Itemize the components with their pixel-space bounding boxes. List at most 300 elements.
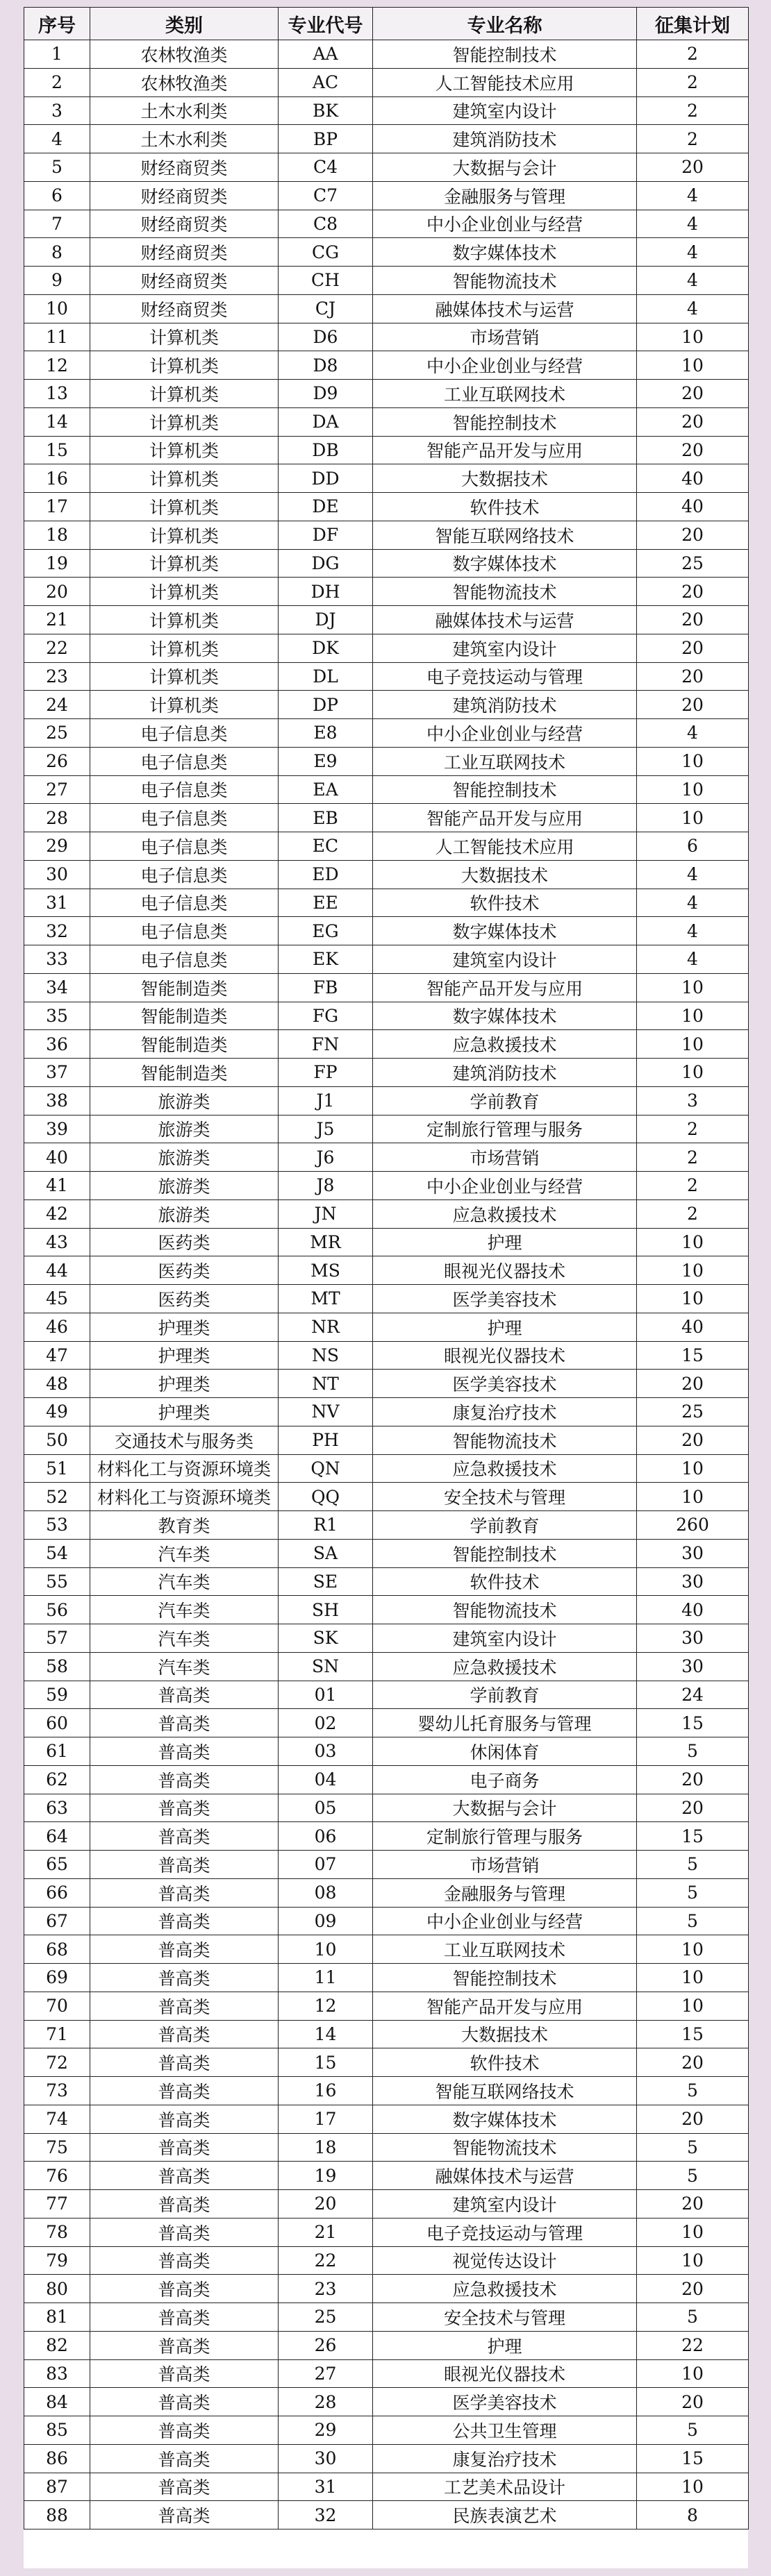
row-index: 28 — [24, 804, 90, 832]
row-category: 财经商贸类 — [90, 181, 279, 210]
table-row — [24, 125, 749, 153]
table-row — [24, 1483, 749, 1511]
row-major-name: 数字媒体技术 — [373, 2105, 637, 2133]
row-major-code: DJ — [279, 606, 373, 634]
row-category: 普高类 — [90, 2020, 279, 2048]
row-category: 普高类 — [90, 2077, 279, 2105]
row-major-code: 09 — [279, 1907, 373, 1935]
table-row — [24, 1935, 749, 1964]
row-plan-count: 40 — [637, 1313, 749, 1341]
row-major-code: C8 — [279, 210, 373, 238]
table-row — [24, 578, 749, 606]
row-major-name: 工业互联网技术 — [373, 1935, 637, 1964]
row-major-name: 智能控制技术 — [373, 775, 637, 804]
row-major-code: R1 — [279, 1511, 373, 1540]
row-index: 68 — [24, 1935, 90, 1964]
table-row — [24, 407, 749, 436]
table-row — [24, 1596, 749, 1624]
table-row — [24, 2246, 749, 2275]
row-index: 51 — [24, 1454, 90, 1483]
row-index: 39 — [24, 1115, 90, 1143]
table-row — [24, 1681, 749, 1709]
row-index: 59 — [24, 1681, 90, 1709]
row-plan-count: 2 — [637, 1115, 749, 1143]
row-plan-count: 5 — [637, 1851, 749, 1879]
row-category: 普高类 — [90, 1907, 279, 1935]
table-row — [24, 1172, 749, 1200]
table-row — [24, 973, 749, 1002]
row-plan-count: 20 — [637, 153, 749, 182]
row-index: 42 — [24, 1199, 90, 1228]
row-major-name: 大数据技术 — [373, 464, 637, 493]
row-major-name: 大数据与会计 — [373, 1794, 637, 1822]
row-plan-count: 20 — [637, 407, 749, 436]
row-category: 农林牧渔类 — [90, 40, 279, 69]
row-category: 电子信息类 — [90, 832, 279, 861]
row-index: 45 — [24, 1285, 90, 1313]
table-row — [24, 1199, 749, 1228]
row-major-name: 视觉传达设计 — [373, 2246, 637, 2275]
row-major-code: J8 — [279, 1172, 373, 1200]
header-major-code: 专业代号 — [279, 8, 373, 40]
row-category: 农林牧渔类 — [90, 68, 279, 96]
row-major-code: FP — [279, 1059, 373, 1087]
row-index: 33 — [24, 945, 90, 974]
table-row — [24, 181, 749, 210]
row-major-code: EE — [279, 889, 373, 917]
row-major-code: SA — [279, 1539, 373, 1567]
row-major-code: J5 — [279, 1115, 373, 1143]
row-plan-count: 20 — [637, 662, 749, 691]
row-plan-count: 10 — [637, 804, 749, 832]
row-plan-count: 20 — [637, 436, 749, 464]
row-category: 普高类 — [90, 2246, 279, 2275]
row-category: 教育类 — [90, 1511, 279, 1540]
row-category: 旅游类 — [90, 1143, 279, 1172]
row-index: 66 — [24, 1878, 90, 1907]
row-major-code: CH — [279, 267, 373, 295]
row-category: 护理类 — [90, 1313, 279, 1341]
row-plan-count: 10 — [637, 2218, 749, 2246]
row-index: 60 — [24, 1709, 90, 1737]
row-major-code: D8 — [279, 351, 373, 380]
row-category: 电子信息类 — [90, 804, 279, 832]
row-major-code: 17 — [279, 2105, 373, 2133]
table-row — [24, 2218, 749, 2246]
row-index: 5 — [24, 153, 90, 182]
row-category: 计算机类 — [90, 464, 279, 493]
row-index: 62 — [24, 1765, 90, 1794]
row-category: 计算机类 — [90, 380, 279, 408]
row-major-code: SN — [279, 1652, 373, 1681]
row-major-code: ED — [279, 860, 373, 889]
table-row — [24, 945, 749, 974]
row-plan-count: 10 — [637, 1228, 749, 1256]
row-major-code: 21 — [279, 2218, 373, 2246]
table-row — [24, 2275, 749, 2303]
row-index: 19 — [24, 549, 90, 578]
row-major-name: 金融服务与管理 — [373, 1878, 637, 1907]
table-row — [24, 521, 749, 549]
row-major-name: 定制旅行管理与服务 — [373, 1822, 637, 1851]
row-major-code: D9 — [279, 380, 373, 408]
row-category: 交通技术与服务类 — [90, 1426, 279, 1454]
row-category: 材料化工与资源环境类 — [90, 1454, 279, 1483]
row-major-name: 智能互联网络技术 — [373, 2077, 637, 2105]
row-category: 普高类 — [90, 2218, 279, 2246]
row-category: 普高类 — [90, 1935, 279, 1964]
row-plan-count: 4 — [637, 917, 749, 945]
header-category: 类别 — [90, 8, 279, 40]
table-row — [24, 1567, 749, 1596]
row-major-name: 建筑室内设计 — [373, 96, 637, 125]
row-major-name: 数字媒体技术 — [373, 917, 637, 945]
row-category: 汽车类 — [90, 1652, 279, 1681]
row-plan-count: 10 — [637, 1030, 749, 1059]
row-major-name: 应急救援技术 — [373, 2275, 637, 2303]
row-major-code: C4 — [279, 153, 373, 182]
row-plan-count: 10 — [637, 2359, 749, 2388]
row-index: 72 — [24, 2048, 90, 2077]
row-major-name: 工艺美术品设计 — [373, 2473, 637, 2501]
row-plan-count: 4 — [637, 294, 749, 323]
row-index: 53 — [24, 1511, 90, 1540]
row-major-code: SH — [279, 1596, 373, 1624]
row-category: 智能制造类 — [90, 1002, 279, 1030]
row-index: 20 — [24, 578, 90, 606]
row-plan-count: 15 — [637, 1341, 749, 1370]
row-plan-count: 10 — [637, 323, 749, 351]
row-index: 48 — [24, 1370, 90, 1398]
row-index: 44 — [24, 1256, 90, 1285]
row-major-name: 中小企业创业与经营 — [373, 210, 637, 238]
table-row — [24, 1143, 749, 1172]
table-row — [24, 68, 749, 96]
row-plan-count: 5 — [637, 2133, 749, 2162]
row-plan-count: 10 — [637, 1935, 749, 1964]
row-category: 旅游类 — [90, 1172, 279, 1200]
row-major-code: NV — [279, 1398, 373, 1426]
row-category: 普高类 — [90, 1822, 279, 1851]
row-major-name: 软件技术 — [373, 493, 637, 521]
table-row — [24, 1652, 749, 1681]
header-row — [24, 8, 749, 40]
row-category: 旅游类 — [90, 1115, 279, 1143]
row-plan-count: 5 — [637, 2303, 749, 2332]
row-category: 医药类 — [90, 1256, 279, 1285]
row-plan-count: 10 — [637, 1964, 749, 1992]
table-row — [24, 2388, 749, 2416]
row-category: 土木水利类 — [90, 125, 279, 153]
row-major-name: 应急救援技术 — [373, 1199, 637, 1228]
row-plan-count: 4 — [637, 860, 749, 889]
table-row — [24, 1737, 749, 1766]
row-index: 87 — [24, 2473, 90, 2501]
row-major-code: FG — [279, 1002, 373, 1030]
row-index: 18 — [24, 521, 90, 549]
row-major-code: D6 — [279, 323, 373, 351]
row-major-name: 学前教育 — [373, 1086, 637, 1115]
row-major-name: 智能互联网络技术 — [373, 521, 637, 549]
row-index: 3 — [24, 96, 90, 125]
row-major-code: 19 — [279, 2162, 373, 2190]
row-index: 52 — [24, 1483, 90, 1511]
row-major-name: 护理 — [373, 1228, 637, 1256]
row-plan-count: 20 — [637, 2048, 749, 2077]
row-major-code: MR — [279, 1228, 373, 1256]
row-major-name: 融媒体技术与运营 — [373, 606, 637, 634]
row-major-name: 数字媒体技术 — [373, 1002, 637, 1030]
row-plan-count: 10 — [637, 2473, 749, 2501]
row-plan-count: 10 — [637, 351, 749, 380]
row-major-code: 03 — [279, 1737, 373, 1766]
row-index: 7 — [24, 210, 90, 238]
table-row — [24, 323, 749, 351]
table-row — [24, 1992, 749, 2020]
row-major-code: EA — [279, 775, 373, 804]
row-major-code: NS — [279, 1341, 373, 1370]
row-index: 55 — [24, 1567, 90, 1596]
row-major-code: JN — [279, 1199, 373, 1228]
table-row — [24, 2020, 749, 2048]
row-category: 汽车类 — [90, 1539, 279, 1567]
table-row — [24, 267, 749, 295]
row-plan-count: 2 — [637, 125, 749, 153]
row-major-name: 数字媒体技术 — [373, 549, 637, 578]
row-plan-count: 20 — [637, 2275, 749, 2303]
row-index: 6 — [24, 181, 90, 210]
row-index: 11 — [24, 323, 90, 351]
row-major-name: 软件技术 — [373, 1567, 637, 1596]
row-plan-count: 4 — [637, 238, 749, 267]
row-major-code: SE — [279, 1567, 373, 1596]
row-major-name: 公共卫生管理 — [373, 2416, 637, 2445]
row-category: 普高类 — [90, 2359, 279, 2388]
table-row — [24, 2501, 749, 2529]
row-category: 财经商贸类 — [90, 210, 279, 238]
table-row — [24, 832, 749, 861]
row-major-name: 工业互联网技术 — [373, 380, 637, 408]
row-index: 24 — [24, 691, 90, 719]
row-index: 2 — [24, 68, 90, 96]
row-major-name: 中小企业创业与经营 — [373, 1172, 637, 1200]
row-index: 69 — [24, 1964, 90, 1992]
row-major-name: 建筑室内设计 — [373, 2190, 637, 2219]
row-plan-count: 10 — [637, 1059, 749, 1087]
row-plan-count: 30 — [637, 1652, 749, 1681]
row-major-name: 建筑消防技术 — [373, 125, 637, 153]
row-major-name: 电子竞技运动与管理 — [373, 2218, 637, 2246]
row-major-code: FN — [279, 1030, 373, 1059]
row-major-code: MT — [279, 1285, 373, 1313]
row-category: 普高类 — [90, 1765, 279, 1794]
table-row — [24, 2444, 749, 2473]
row-plan-count: 24 — [637, 1681, 749, 1709]
table-row — [24, 2359, 749, 2388]
row-major-name: 人工智能技术应用 — [373, 832, 637, 861]
row-major-code: DG — [279, 549, 373, 578]
row-plan-count: 15 — [637, 2020, 749, 2048]
row-major-name: 融媒体技术与运营 — [373, 294, 637, 323]
table-row — [24, 2416, 749, 2445]
row-category: 电子信息类 — [90, 860, 279, 889]
row-plan-count: 20 — [637, 380, 749, 408]
row-plan-count: 4 — [637, 210, 749, 238]
row-category: 护理类 — [90, 1370, 279, 1398]
row-category: 电子信息类 — [90, 719, 279, 748]
table-row — [24, 1285, 749, 1313]
row-category: 财经商贸类 — [90, 153, 279, 182]
row-major-code: 32 — [279, 2501, 373, 2529]
row-index: 22 — [24, 634, 90, 662]
row-major-code: E9 — [279, 747, 373, 775]
row-category: 电子信息类 — [90, 775, 279, 804]
table-body — [24, 40, 749, 2529]
row-index: 25 — [24, 719, 90, 748]
row-category: 计算机类 — [90, 634, 279, 662]
row-index: 27 — [24, 775, 90, 804]
row-category: 电子信息类 — [90, 747, 279, 775]
table-row — [24, 662, 749, 691]
row-plan-count: 25 — [637, 549, 749, 578]
row-plan-count: 20 — [637, 2105, 749, 2133]
row-plan-count: 22 — [637, 2331, 749, 2359]
row-major-name: 眼视光仪器技术 — [373, 1341, 637, 1370]
table-row — [24, 238, 749, 267]
row-index: 15 — [24, 436, 90, 464]
row-major-name: 智能产品开发与应用 — [373, 436, 637, 464]
table-row — [24, 1059, 749, 1087]
row-index: 10 — [24, 294, 90, 323]
row-major-name: 民族表演艺术 — [373, 2501, 637, 2529]
row-plan-count: 20 — [637, 1426, 749, 1454]
row-index: 83 — [24, 2359, 90, 2388]
row-index: 84 — [24, 2388, 90, 2416]
row-category: 财经商贸类 — [90, 238, 279, 267]
row-major-code: NT — [279, 1370, 373, 1398]
table-row — [24, 1002, 749, 1030]
row-plan-count: 2 — [637, 68, 749, 96]
row-major-code: FB — [279, 973, 373, 1002]
row-plan-count: 2 — [637, 40, 749, 69]
table-row — [24, 2077, 749, 2105]
row-category: 财经商贸类 — [90, 294, 279, 323]
row-major-name: 医学美容技术 — [373, 1285, 637, 1313]
table-row — [24, 1709, 749, 1737]
row-major-code: 31 — [279, 2473, 373, 2501]
table-row — [24, 775, 749, 804]
row-major-name: 智能物流技术 — [373, 1426, 637, 1454]
row-plan-count: 15 — [637, 1709, 749, 1737]
table-header — [24, 8, 749, 40]
row-index: 80 — [24, 2275, 90, 2303]
row-index: 30 — [24, 860, 90, 889]
table-row — [24, 1851, 749, 1879]
row-index: 64 — [24, 1822, 90, 1851]
row-plan-count: 10 — [637, 1483, 749, 1511]
row-index: 77 — [24, 2190, 90, 2219]
row-plan-count: 20 — [637, 1370, 749, 1398]
row-index: 88 — [24, 2501, 90, 2529]
row-major-code: QQ — [279, 1483, 373, 1511]
row-index: 17 — [24, 493, 90, 521]
row-index: 38 — [24, 1086, 90, 1115]
row-plan-count: 25 — [637, 1398, 749, 1426]
row-major-code: E8 — [279, 719, 373, 748]
table-row — [24, 1964, 749, 1992]
table-row — [24, 1228, 749, 1256]
row-major-code: DA — [279, 407, 373, 436]
row-index: 16 — [24, 464, 90, 493]
row-major-name: 市场营销 — [373, 1851, 637, 1879]
row-major-name: 建筑室内设计 — [373, 634, 637, 662]
row-category: 普高类 — [90, 1878, 279, 1907]
row-plan-count: 2 — [637, 1143, 749, 1172]
row-plan-count: 260 — [637, 1511, 749, 1540]
table-row — [24, 153, 749, 182]
row-index: 43 — [24, 1228, 90, 1256]
row-major-name: 应急救援技术 — [373, 1454, 637, 1483]
row-category: 智能制造类 — [90, 973, 279, 1002]
row-major-name: 工业互联网技术 — [373, 747, 637, 775]
row-plan-count: 2 — [637, 1172, 749, 1200]
table-row — [24, 2190, 749, 2219]
table-row — [24, 2048, 749, 2077]
row-plan-count: 5 — [637, 1907, 749, 1935]
row-major-name: 康复治疗技术 — [373, 1398, 637, 1426]
row-major-code: C7 — [279, 181, 373, 210]
row-index: 21 — [24, 606, 90, 634]
row-major-code: 07 — [279, 1851, 373, 1879]
table-row — [24, 351, 749, 380]
table-row — [24, 464, 749, 493]
row-category: 普高类 — [90, 2190, 279, 2219]
row-category: 计算机类 — [90, 493, 279, 521]
row-category: 计算机类 — [90, 578, 279, 606]
row-major-name: 软件技术 — [373, 889, 637, 917]
row-category: 普高类 — [90, 2473, 279, 2501]
row-category: 电子信息类 — [90, 889, 279, 917]
row-major-name: 智能控制技术 — [373, 1964, 637, 1992]
row-major-code: 01 — [279, 1681, 373, 1709]
table-row — [24, 1822, 749, 1851]
row-major-code: AA — [279, 40, 373, 69]
row-major-name: 智能控制技术 — [373, 40, 637, 69]
row-major-name: 护理 — [373, 2331, 637, 2359]
row-major-name: 智能物流技术 — [373, 267, 637, 295]
row-major-code: SK — [279, 1624, 373, 1653]
row-plan-count: 40 — [637, 1596, 749, 1624]
table-row — [24, 1794, 749, 1822]
row-index: 31 — [24, 889, 90, 917]
row-index: 74 — [24, 2105, 90, 2133]
row-plan-count: 20 — [637, 1794, 749, 1822]
row-major-name: 金融服务与管理 — [373, 181, 637, 210]
row-plan-count: 30 — [637, 1624, 749, 1653]
row-plan-count: 10 — [637, 775, 749, 804]
row-major-code: NR — [279, 1313, 373, 1341]
row-category: 计算机类 — [90, 662, 279, 691]
table-row — [24, 1511, 749, 1540]
row-major-code: MS — [279, 1256, 373, 1285]
row-major-code: 22 — [279, 2246, 373, 2275]
row-major-name: 护理 — [373, 1313, 637, 1341]
row-major-name: 休闲体育 — [373, 1737, 637, 1766]
row-major-code: 30 — [279, 2444, 373, 2473]
row-major-code: CG — [279, 238, 373, 267]
row-plan-count: 10 — [637, 973, 749, 1002]
table-row — [24, 1370, 749, 1398]
